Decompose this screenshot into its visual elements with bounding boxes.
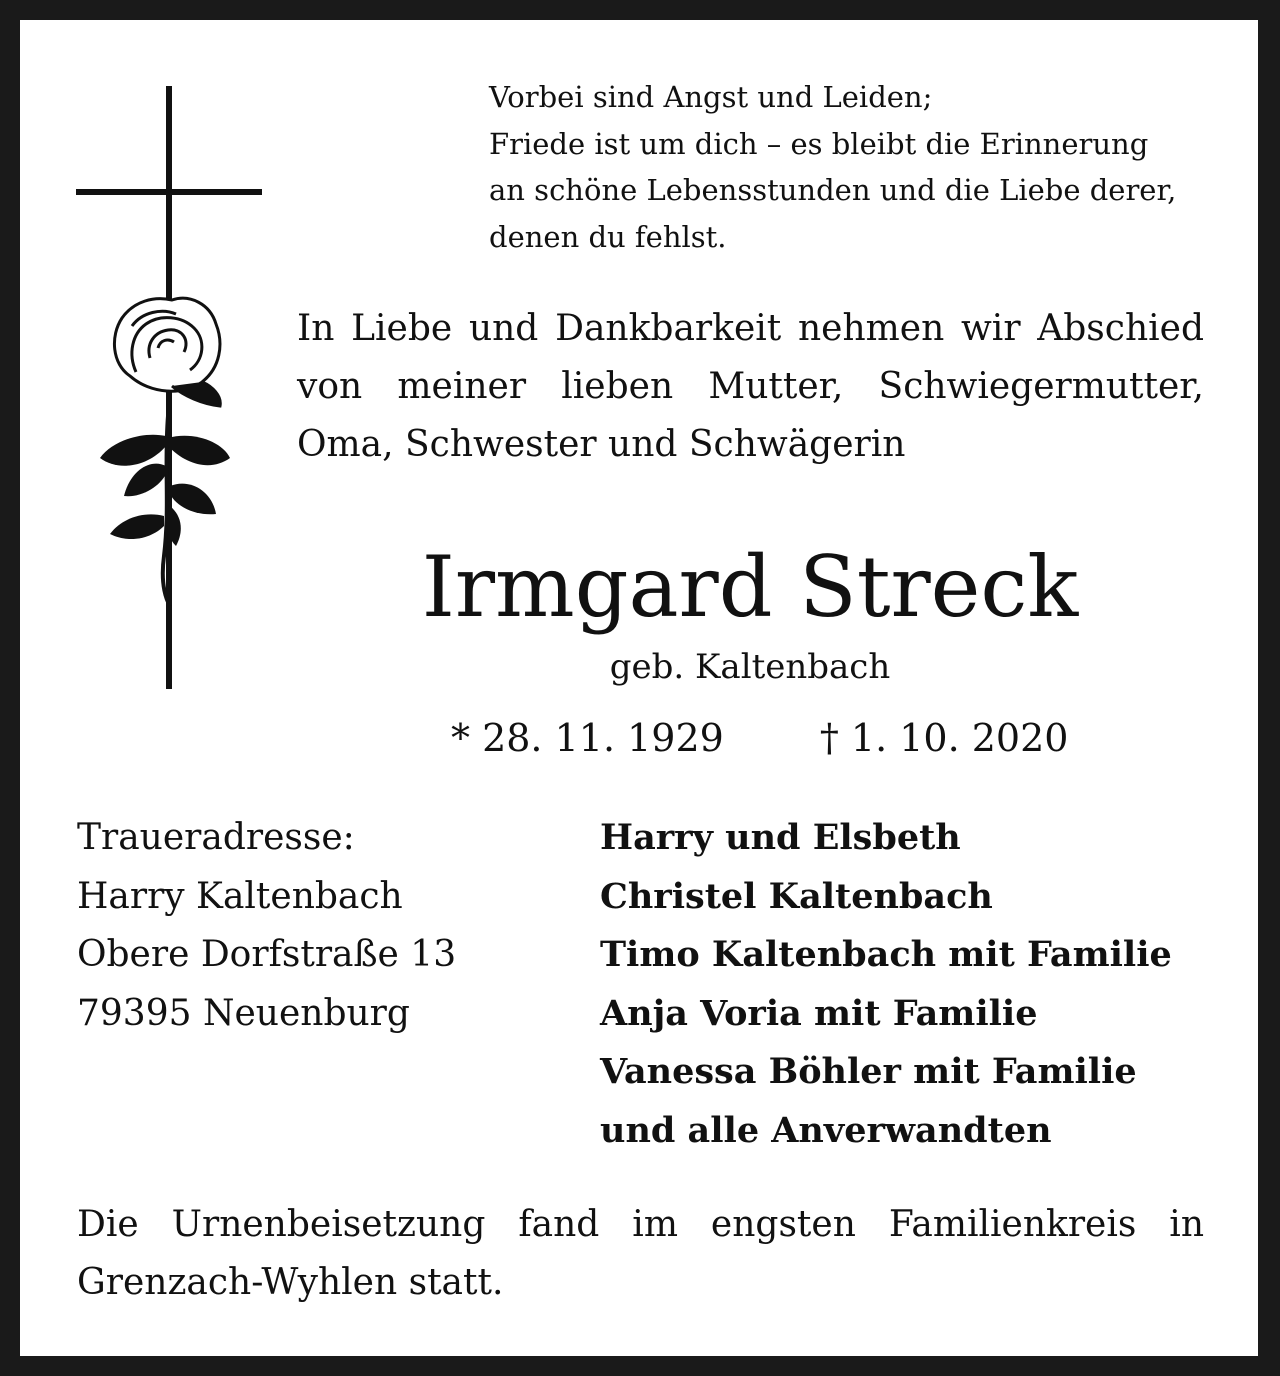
mourners-list bbox=[600, 809, 1172, 1160]
birth-date: * 28. 11. 1929 bbox=[451, 716, 724, 760]
farewell-intro bbox=[297, 300, 1204, 474]
mourner: und alle Anverwandten bbox=[600, 1109, 1052, 1151]
mourner: Timo Kaltenbach mit Familie bbox=[600, 934, 1172, 975]
mourner: Vanessa Böhler mit Familie bbox=[600, 1051, 1137, 1092]
verse-line: denen du fehlst. bbox=[489, 219, 727, 254]
verse-line: Friede ist um dich – es bleibt die Erinnerung bbox=[489, 126, 1149, 161]
address-line: Obere Dorfstraße 13 bbox=[77, 934, 457, 975]
intro-line: von meiner lieben Mutter, Schwiegermutter, bbox=[297, 366, 1204, 407]
intro-line: Oma, Schwester und Schwägerin bbox=[297, 424, 906, 465]
verse-line: Vorbei sind Angst und Leiden; bbox=[489, 80, 933, 114]
deceased-name: Irmgard Streck bbox=[421, 538, 1079, 636]
closing-line: Grenzach-Wyhlen statt. bbox=[77, 1262, 504, 1303]
birth-name: geb. Kaltenbach bbox=[609, 647, 891, 687]
mourner: Christel Kaltenbach bbox=[600, 875, 993, 917]
mourning-address bbox=[77, 809, 456, 1043]
mourner: Harry und Elsbeth bbox=[600, 817, 961, 858]
mourner: Anja Voria mit Familie bbox=[600, 992, 1038, 1034]
memorial-verse bbox=[489, 74, 1209, 260]
obituary-notice bbox=[20, 20, 1258, 1356]
address-line: 79395 Neuenburg bbox=[77, 992, 410, 1034]
death-date: † 1. 10. 2020 bbox=[819, 716, 1069, 760]
life-dates bbox=[451, 710, 1068, 766]
intro-line: In Liebe und Dankbarkeit nehmen wir Abschied bbox=[297, 308, 1204, 349]
address-heading: Traueradresse: bbox=[77, 817, 355, 858]
address-line: Harry Kaltenbach bbox=[77, 875, 403, 917]
burial-note bbox=[77, 1196, 1204, 1312]
closing-line: Die Urnenbeisetzung fand im engsten Familienkreis in bbox=[77, 1204, 1204, 1245]
cross-with-rose-icon bbox=[72, 86, 262, 691]
verse-line: an schöne Lebensstunden und die Liebe derer, bbox=[489, 173, 1177, 207]
